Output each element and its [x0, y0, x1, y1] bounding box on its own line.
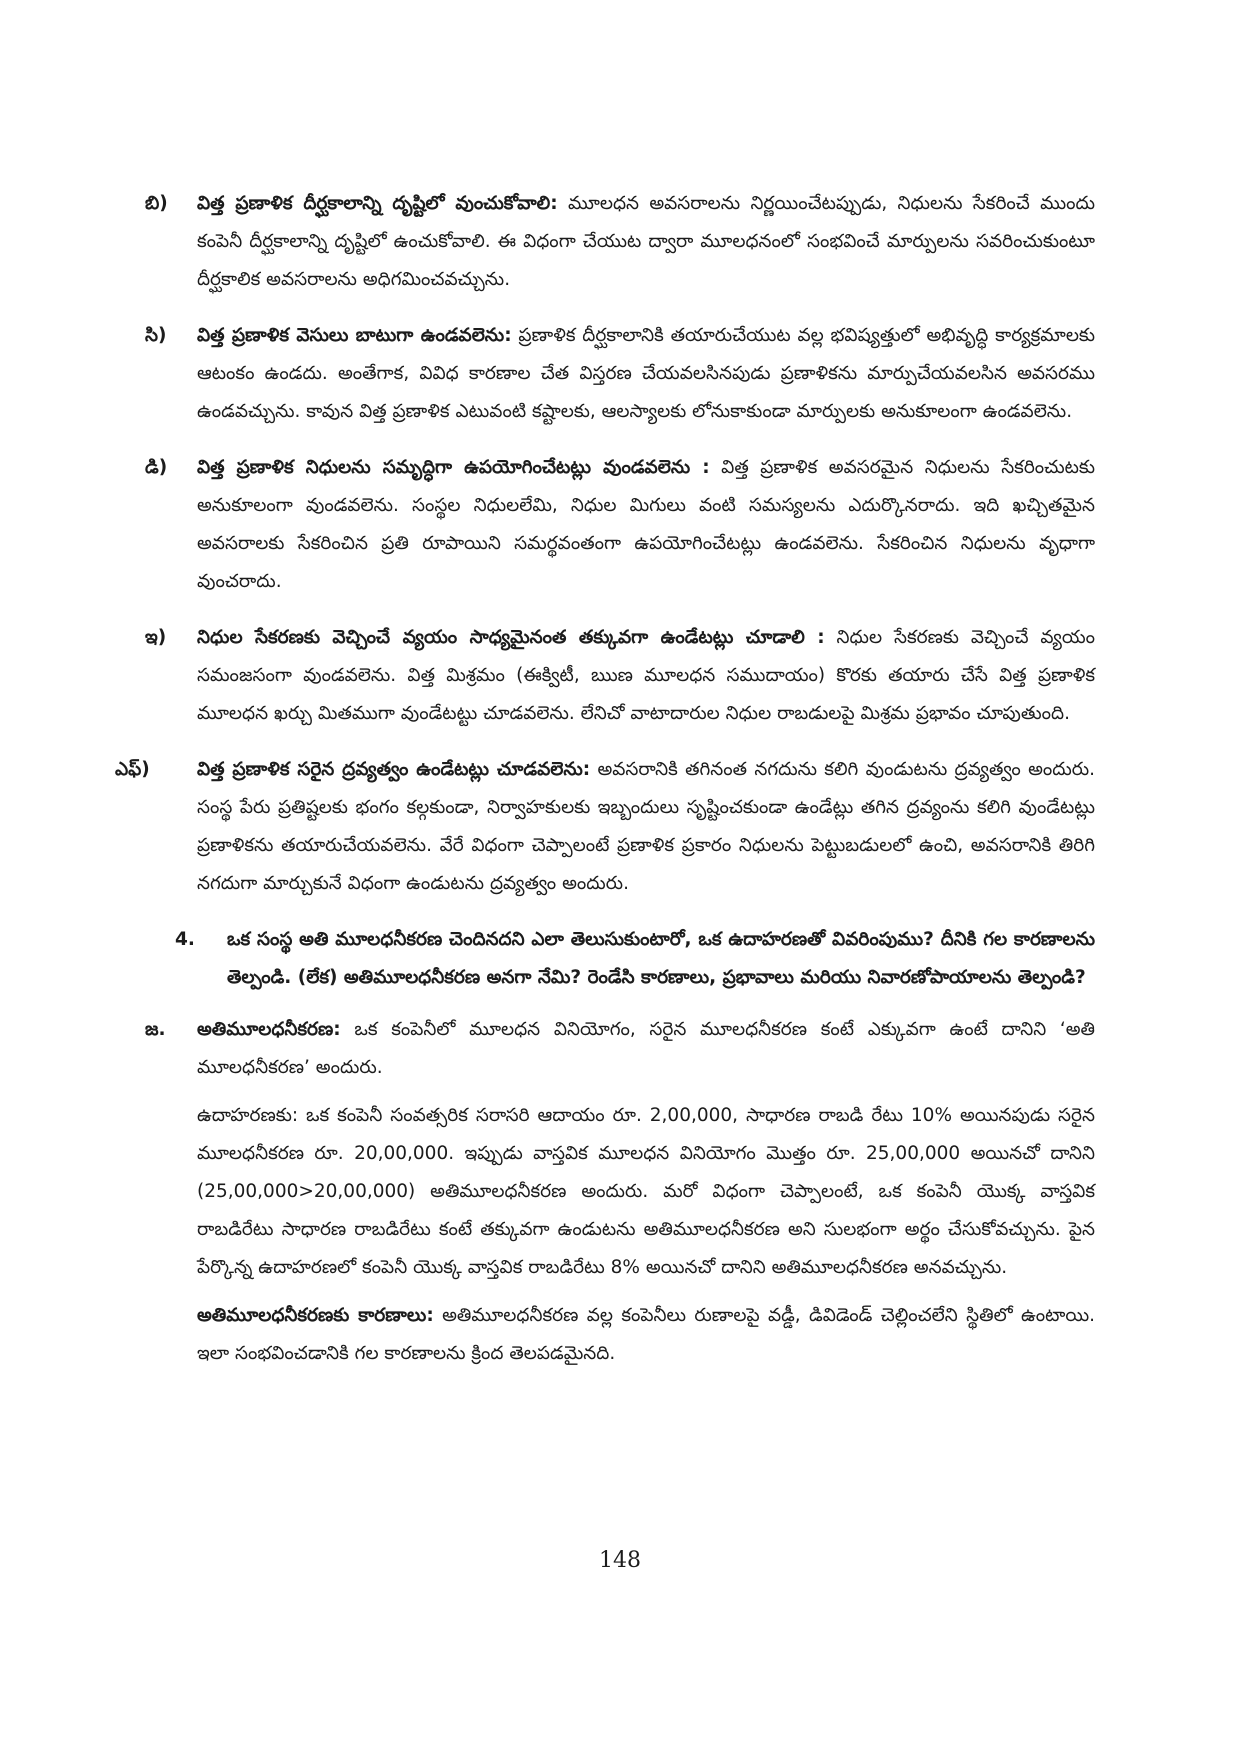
item-marker: ఇ)	[145, 627, 167, 648]
item-marker: బి)	[145, 193, 168, 214]
item-heading: విత్త ప్రణాళిక వెసులు బాటుగా ఉండవలెను:	[197, 325, 512, 346]
question-text: ఒక సంస్థ అతి మూలధనీకరణ చెందినదని ఎలా తెలుసుకుంటారో, ఒక ఉదాహరణతో వివరింపుము? దీనికి గల కారణాలను తెల్పండి. (లేక) అతిమూలధనీకరణ అనగా నేమి? రెండేసి కారణాలు, ప్రభావాలు మరియు నివారణోపాయాలను తెల్పండి?	[227, 929, 1095, 988]
list-item-c	[145, 317, 1095, 431]
item-body: నిధుల సేకరణకు వెచ్చించే వ్యయం సమంజసంగా వుండవలెను. విత్త మిశ్రమం (ఈక్విటీ, ఋణ మూలధన సముదాయం) కొరకు తయారు చేసే విత్త ప్రణాళిక మూలధన ఖర్చు మితముగా వుండేటట్టు చూడవలెను. లేనిచో వాటాదారుల నిధుల రాబడులపై మిశ్రమ ప్రభావం చూపుతుంది.	[197, 627, 1095, 724]
causes-heading: అతిమూలధనీకరణకు కారణాలు:	[197, 1305, 434, 1326]
answer-body: ఒక కంపెనీలో మూలధన వినియోగం, సరైన మూలధనీకరణ కంటే ఎక్కువగా ఉంటే దానిని ‘అతి మూలధనీకరణ’ అందురు.	[197, 1019, 1095, 1078]
list-item-d	[145, 449, 1095, 601]
item-marker: ఎఫ్)	[115, 759, 150, 780]
page-number: 148	[599, 1548, 641, 1573]
answer-block	[145, 1011, 1095, 1373]
answer-paragraph	[197, 1011, 1095, 1087]
item-marker: సి)	[145, 325, 167, 346]
causes-body: అతిమూలధనీకరణ వల్ల కంపెనీలు రుణాలపై వడ్డీ, డివిడెండ్ చెల్లించలేని స్థితిలో ఉంటాయి. ఇలా సంభవించడానికి గల కారణాలను క్రింద తెలపడమైనది.	[197, 1305, 1095, 1364]
item-paragraph	[197, 185, 1095, 299]
causes-paragraph	[197, 1297, 1095, 1373]
answer-marker: జ.	[145, 1019, 166, 1040]
item-body: విత్త ప్రణాళిక అవసరమైన నిధులను సేకరించుటకు అనుకూలంగా వుండవలెను. సంస్థల నిధులలేమి, నిధుల మిగులు వంటి సమస్యలను ఎదుర్కొనరాదు. ఇది ఖచ్చితమైన అవసరాలకు సేకరించిన ప్రతి రూపాయిని సమర్థవంతంగా ఉపయోగించేటట్లు ఉండవలెను. సేకరించిన నిధులను వృధాగా వుంచరాదు.	[197, 457, 1095, 592]
item-body: అవసరానికి తగినంత నగదును కలిగి వుండుటను ద్రవ్యత్వం అందురు. సంస్థ పేరు ప్రతిష్టలకు భంగం కల్గకుండా, నిర్వాహకులకు ఇబ్బందులు సృష్టించకుండా ఉండేట్లు తగిన ద్రవ్యంను కలిగి వుండేటట్లు ప్రణాళికను తయారుచేయవలెను. వేరే విధంగా చెప్పాలంటే ప్రణాళిక ప్రకారం నిధులను పెట్టుబడులలో ఉంచి, అవసరానికి తిరిగి నగదుగా మార్చుకునే విధంగా ఉండుటను ద్రవ్యత్వం అందురు.	[197, 759, 1095, 894]
answer-heading: అతిమూలధనీకరణ:	[197, 1019, 341, 1040]
list-item-f	[115, 751, 1095, 903]
item-heading: విత్త ప్రణాళిక సరైన ద్రవ్యత్వం ఉండేటట్లు చూడవలెను:	[197, 759, 591, 780]
list-item-b	[145, 185, 1095, 299]
item-body: ప్రణాళిక దీర్ఘకాలానికి తయారుచేయుట వల్ల భవిష్యత్తులో అభివృద్ధి కార్యక్రమాలకు ఆటంకం ఉండదు. అంతేగాక, వివిధ కారణాల చేత విస్తరణ చేయవలసినపుడు ప్రణాళికను మార్పుచేయవలసిన అవసరము ఉండవచ్చును. కావున విత్త ప్రణాళిక ఎటువంటి కష్టాలకు, ఆలస్యాలకు లోనుకాకుండా మార్పులకు అనుకూలంగా ఉండవలెను.	[197, 325, 1095, 422]
question-number: 4.	[175, 929, 195, 950]
item-paragraph	[197, 449, 1095, 601]
item-paragraph	[197, 619, 1095, 733]
example-paragraph: ఉదాహరణకు: ఒక కంపెనీ సంవత్సరిక సరాసరి ఆదాయం రూ. 2,00,000, సాధారణ రాబడి రేటు 10% అయినపుడు సరైన మూలధనీకరణ రూ. 20,00,000. ఇప్పుడు వాస్తవిక మూలధన వినియోగం మొత్తం రూ. 25,00,000 అయినచో దానిని (25,00,000>20,00,000) అతిమూలధనీకరణ అందురు. మరో విధంగా చెప్పాలంటే, ఒక కంపెనీ యొక్క వాస్తవిక రాబడిరేటు సాధారణ రాబడిరేటు కంటే తక్కువగా ఉండుటను అతిమూలధనీకరణ అని సులభంగా అర్థం చేసుకోవచ్చును. పైన పేర్కొన్న ఉదాహరణలో కంపెనీ యొక్క వాస్తవిక రాబడిరేటు 8% అయినచో దానిని అతిమూలధనీకరణ అనవచ్చును.	[197, 1105, 1095, 1278]
item-heading: విత్త ప్రణాళిక దీర్ఘకాలాన్ని దృష్టిలో వుంచుకోవాలి:	[197, 193, 558, 214]
item-heading: విత్త ప్రణాళిక నిధులను సమృద్ధిగా ఉపయోగించేటట్లు వుండవలెను :	[197, 457, 710, 478]
item-heading: నిధుల సేకరణకు వెచ్చించే వ్యయం సాధ్యమైనంత తక్కువగా ఉండేటట్లు చూడాలి :	[197, 627, 825, 648]
list-item-e	[145, 619, 1095, 733]
page-text	[115, 185, 1095, 1391]
question-block	[145, 921, 1095, 997]
item-paragraph	[197, 317, 1095, 431]
item-marker: డి)	[145, 457, 168, 478]
item-paragraph	[197, 751, 1095, 903]
item-body: మూలధన అవసరాలను నిర్ణయించేటప్పుడు, నిధులను సేకరించే ముందు కంపెనీ దీర్ఘకాలాన్ని దృష్టిలో ఉంచుకోవాలి. ఈ విధంగా చేయుట ద్వారా మూలధనంలో సంభవించే మార్పులను సవరించుకుంటూ దీర్ఘకాలిక అవసరాలను అధిగమించవచ్చును.	[197, 193, 1095, 290]
